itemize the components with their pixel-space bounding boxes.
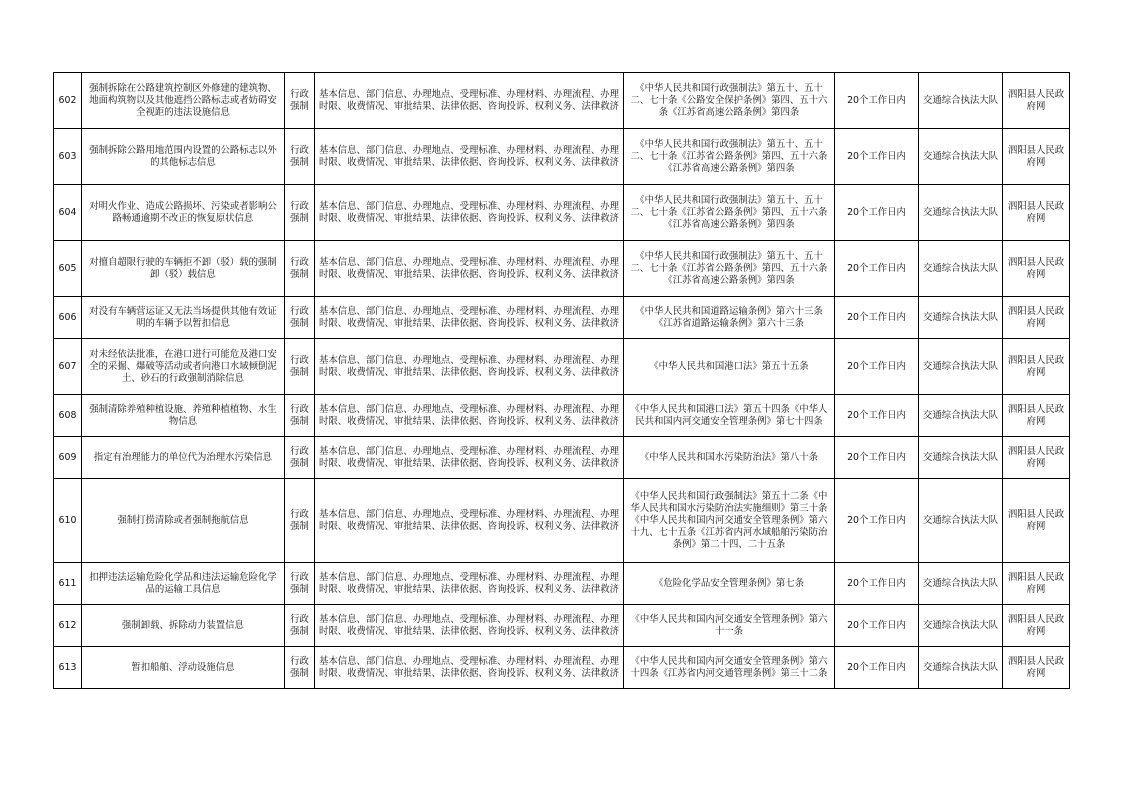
item-name: 强制清除养殖种植设施、养殖种植植物、水生物信息 <box>82 395 285 437</box>
time-limit: 20个工作日内 <box>835 479 919 563</box>
responsible-subject: 交通综合执法大队 <box>919 297 1003 339</box>
category: 行政强制 <box>285 73 315 129</box>
table-row <box>54 605 1070 647</box>
responsible-subject: 交通综合执法大队 <box>919 605 1003 647</box>
category: 行政强制 <box>285 395 315 437</box>
item-name: 对未经依法批准，在港口进行可能危及港口安全的采掘、爆破等活动或者向港口水域倾倒泥土、砂石的行政强制消除信息 <box>82 339 285 395</box>
responsible-subject: 交通综合执法大队 <box>919 129 1003 185</box>
responsible-subject: 交通综合执法大队 <box>919 73 1003 129</box>
disclosure-scope: 基本信息、部门信息、办理地点、受理标准、办理材料、办理流程、办理时限、收费情况、审批结果、法律依据、咨询投诉、权利义务、法律救济 <box>315 339 624 395</box>
category: 行政强制 <box>285 129 315 185</box>
legal-basis: 《中华人民共和国内河交通安全管理条例》第六十一条 <box>624 605 835 647</box>
disclosure-scope: 基本信息、部门信息、办理地点、受理标准、办理材料、办理流程、办理时限、收费情况、审批结果、法律依据、咨询投诉、权利义务、法律救济 <box>315 479 624 563</box>
time-limit: 20个工作日内 <box>835 563 919 605</box>
disclosure-scope: 基本信息、部门信息、办理地点、受理标准、办理材料、办理流程、办理时限、收费情况、审批结果、法律依据、咨询投诉、权利义务、法律救济 <box>315 395 624 437</box>
item-name: 指定有治理能力的单位代为治理水污染信息 <box>82 437 285 479</box>
row-number: 612 <box>54 605 82 647</box>
row-number: 610 <box>54 479 82 563</box>
legal-basis: 《中华人民共和国内河交通安全管理条例》第六十四条《江苏省内河交通管理条例》第三十二条 <box>624 647 835 689</box>
responsible-subject: 交通综合执法大队 <box>919 185 1003 241</box>
legal-basis: 《中华人民共和国行政强制法》第五十二条《中华人民共和国水污染防治法实施细则》第三十条《中华人民共和国内河交通安全管理条例》第六十九、七十五条《江苏省内河水域船舶污染防治条例》第二十四、二十五条 <box>624 479 835 563</box>
legal-basis: 《中华人民共和国行政强制法》第五十、五十二、七十条《江苏省公路条例》第四、五十六条《江苏省高速公路条例》第四条 <box>624 185 835 241</box>
time-limit: 20个工作日内 <box>835 395 919 437</box>
disclosure-channel: 泗阳县人民政府网 <box>1003 73 1070 129</box>
table-row <box>54 241 1070 297</box>
row-number: 608 <box>54 395 82 437</box>
item-name: 对明火作业、造成公路损坏、污染或者影响公路畅通逾期不改正的恢复原状信息 <box>82 185 285 241</box>
legal-basis: 《中华人民共和国港口法》第五十四条《中华人民共和国内河交通安全管理条例》第七十四条 <box>624 395 835 437</box>
legal-basis: 《中华人民共和国行政强制法》第五十、五十二、七十条《公路安全保护条例》第四、五十六条《江苏省高速公路条例》第四条 <box>624 73 835 129</box>
item-name: 强制卸载、拆除动力装置信息 <box>82 605 285 647</box>
table-row <box>54 563 1070 605</box>
row-number: 611 <box>54 563 82 605</box>
disclosure-scope: 基本信息、部门信息、办理地点、受理标准、办理材料、办理流程、办理时限、收费情况、审批结果、法律依据、咨询投诉、权利义务、法律救济 <box>315 241 624 297</box>
disclosure-channel: 泗阳县人民政府网 <box>1003 395 1070 437</box>
responsible-subject: 交通综合执法大队 <box>919 437 1003 479</box>
legal-basis: 《中华人民共和国水污染防治法》第八十条 <box>624 437 835 479</box>
category: 行政强制 <box>285 297 315 339</box>
time-limit: 20个工作日内 <box>835 185 919 241</box>
item-name: 扣押违法运输危险化学品和违法运输危险化学品的运输工具信息 <box>82 563 285 605</box>
time-limit: 20个工作日内 <box>835 339 919 395</box>
time-limit: 20个工作日内 <box>835 129 919 185</box>
table-row <box>54 73 1070 129</box>
disclosure-channel: 泗阳县人民政府网 <box>1003 605 1070 647</box>
responsible-subject: 交通综合执法大队 <box>919 241 1003 297</box>
row-number: 607 <box>54 339 82 395</box>
disclosure-scope: 基本信息、部门信息、办理地点、受理标准、办理材料、办理流程、办理时限、收费情况、审批结果、法律依据、咨询投诉、权利义务、法律救济 <box>315 73 624 129</box>
time-limit: 20个工作日内 <box>835 73 919 129</box>
legal-basis: 《中华人民共和国行政强制法》第五十、五十二、七十条《江苏省公路条例》第四、五十六条《江苏省高速公路条例》第四条 <box>624 241 835 297</box>
disclosure-scope: 基本信息、部门信息、办理地点、受理标准、办理材料、办理流程、办理时限、收费情况、审批结果、法律依据、咨询投诉、权利义务、法律救济 <box>315 563 624 605</box>
disclosure-scope: 基本信息、部门信息、办理地点、受理标准、办理材料、办理流程、办理时限、收费情况、审批结果、法律依据、咨询投诉、权利义务、法律救济 <box>315 605 624 647</box>
legal-basis: 《中华人民共和国行政强制法》第五十、五十二、七十条《江苏省公路条例》第四、五十六条《江苏省高速公路条例》第四条 <box>624 129 835 185</box>
responsible-subject: 交通综合执法大队 <box>919 647 1003 689</box>
table-row <box>54 479 1070 563</box>
table-row <box>54 129 1070 185</box>
disclosure-scope: 基本信息、部门信息、办理地点、受理标准、办理材料、办理流程、办理时限、收费情况、审批结果、法律依据、咨询投诉、权利义务、法律救济 <box>315 185 624 241</box>
table-row <box>54 339 1070 395</box>
table-row <box>54 185 1070 241</box>
category: 行政强制 <box>285 339 315 395</box>
legal-basis: 《危险化学品安全管理条例》第七条 <box>624 563 835 605</box>
disclosure-channel: 泗阳县人民政府网 <box>1003 437 1070 479</box>
item-name: 对擅自超限行驶的车辆拒不卸（驳）载的强制卸（驳）载信息 <box>82 241 285 297</box>
category: 行政强制 <box>285 563 315 605</box>
category: 行政强制 <box>285 437 315 479</box>
item-name: 强制拆除在公路建筑控制区外修建的建筑物、地面构筑物以及其他遮挡公路标志或者妨碍安全视距的违法设施信息 <box>82 73 285 129</box>
item-name: 强制拆除公路用地范围内设置的公路标志以外的其他标志信息 <box>82 129 285 185</box>
responsible-subject: 交通综合执法大队 <box>919 395 1003 437</box>
time-limit: 20个工作日内 <box>835 605 919 647</box>
row-number: 604 <box>54 185 82 241</box>
table-row <box>54 395 1070 437</box>
disclosure-scope: 基本信息、部门信息、办理地点、受理标准、办理材料、办理流程、办理时限、收费情况、审批结果、法律依据、咨询投诉、权利义务、法律救济 <box>315 129 624 185</box>
disclosure-channel: 泗阳县人民政府网 <box>1003 129 1070 185</box>
disclosure-channel: 泗阳县人民政府网 <box>1003 647 1070 689</box>
responsible-subject: 交通综合执法大队 <box>919 479 1003 563</box>
responsible-subject: 交通综合执法大队 <box>919 339 1003 395</box>
table-row <box>54 647 1070 689</box>
disclosure-scope: 基本信息、部门信息、办理地点、受理标准、办理材料、办理流程、办理时限、收费情况、审批结果、法律依据、咨询投诉、权利义务、法律救济 <box>315 647 624 689</box>
item-name: 对没有车辆营运证又无法当场提供其他有效证明的车辆予以暂扣信息 <box>82 297 285 339</box>
time-limit: 20个工作日内 <box>835 437 919 479</box>
disclosure-channel: 泗阳县人民政府网 <box>1003 297 1070 339</box>
disclosure-scope: 基本信息、部门信息、办理地点、受理标准、办理材料、办理流程、办理时限、收费情况、审批结果、法律依据、咨询投诉、权利义务、法律救济 <box>315 297 624 339</box>
time-limit: 20个工作日内 <box>835 647 919 689</box>
legal-basis: 《中华人民共和国港口法》第五十五条 <box>624 339 835 395</box>
row-number: 603 <box>54 129 82 185</box>
table-body <box>54 73 1070 689</box>
category: 行政强制 <box>285 479 315 563</box>
category: 行政强制 <box>285 647 315 689</box>
time-limit: 20个工作日内 <box>835 241 919 297</box>
row-number: 606 <box>54 297 82 339</box>
row-number: 609 <box>54 437 82 479</box>
legal-basis: 《中华人民共和国道路运输条例》第六十三条《江苏省道路运输条例》第六十三条 <box>624 297 835 339</box>
row-number: 605 <box>54 241 82 297</box>
disclosure-channel: 泗阳县人民政府网 <box>1003 479 1070 563</box>
disclosure-channel: 泗阳县人民政府网 <box>1003 241 1070 297</box>
category: 行政强制 <box>285 605 315 647</box>
time-limit: 20个工作日内 <box>835 297 919 339</box>
category: 行政强制 <box>285 241 315 297</box>
disclosure-channel: 泗阳县人民政府网 <box>1003 563 1070 605</box>
item-name: 强制打捞清除或者强制拖航信息 <box>82 479 285 563</box>
disclosure-channel: 泗阳县人民政府网 <box>1003 339 1070 395</box>
table-row <box>54 297 1070 339</box>
row-number: 602 <box>54 73 82 129</box>
responsible-subject: 交通综合执法大队 <box>919 563 1003 605</box>
row-number: 613 <box>54 647 82 689</box>
disclosure-table <box>53 72 1070 689</box>
item-name: 暂扣船舶、浮动设施信息 <box>82 647 285 689</box>
disclosure-scope: 基本信息、部门信息、办理地点、受理标准、办理材料、办理流程、办理时限、收费情况、审批结果、法律依据、咨询投诉、权利义务、法律救济 <box>315 437 624 479</box>
category: 行政强制 <box>285 185 315 241</box>
table-row <box>54 437 1070 479</box>
disclosure-channel: 泗阳县人民政府网 <box>1003 185 1070 241</box>
